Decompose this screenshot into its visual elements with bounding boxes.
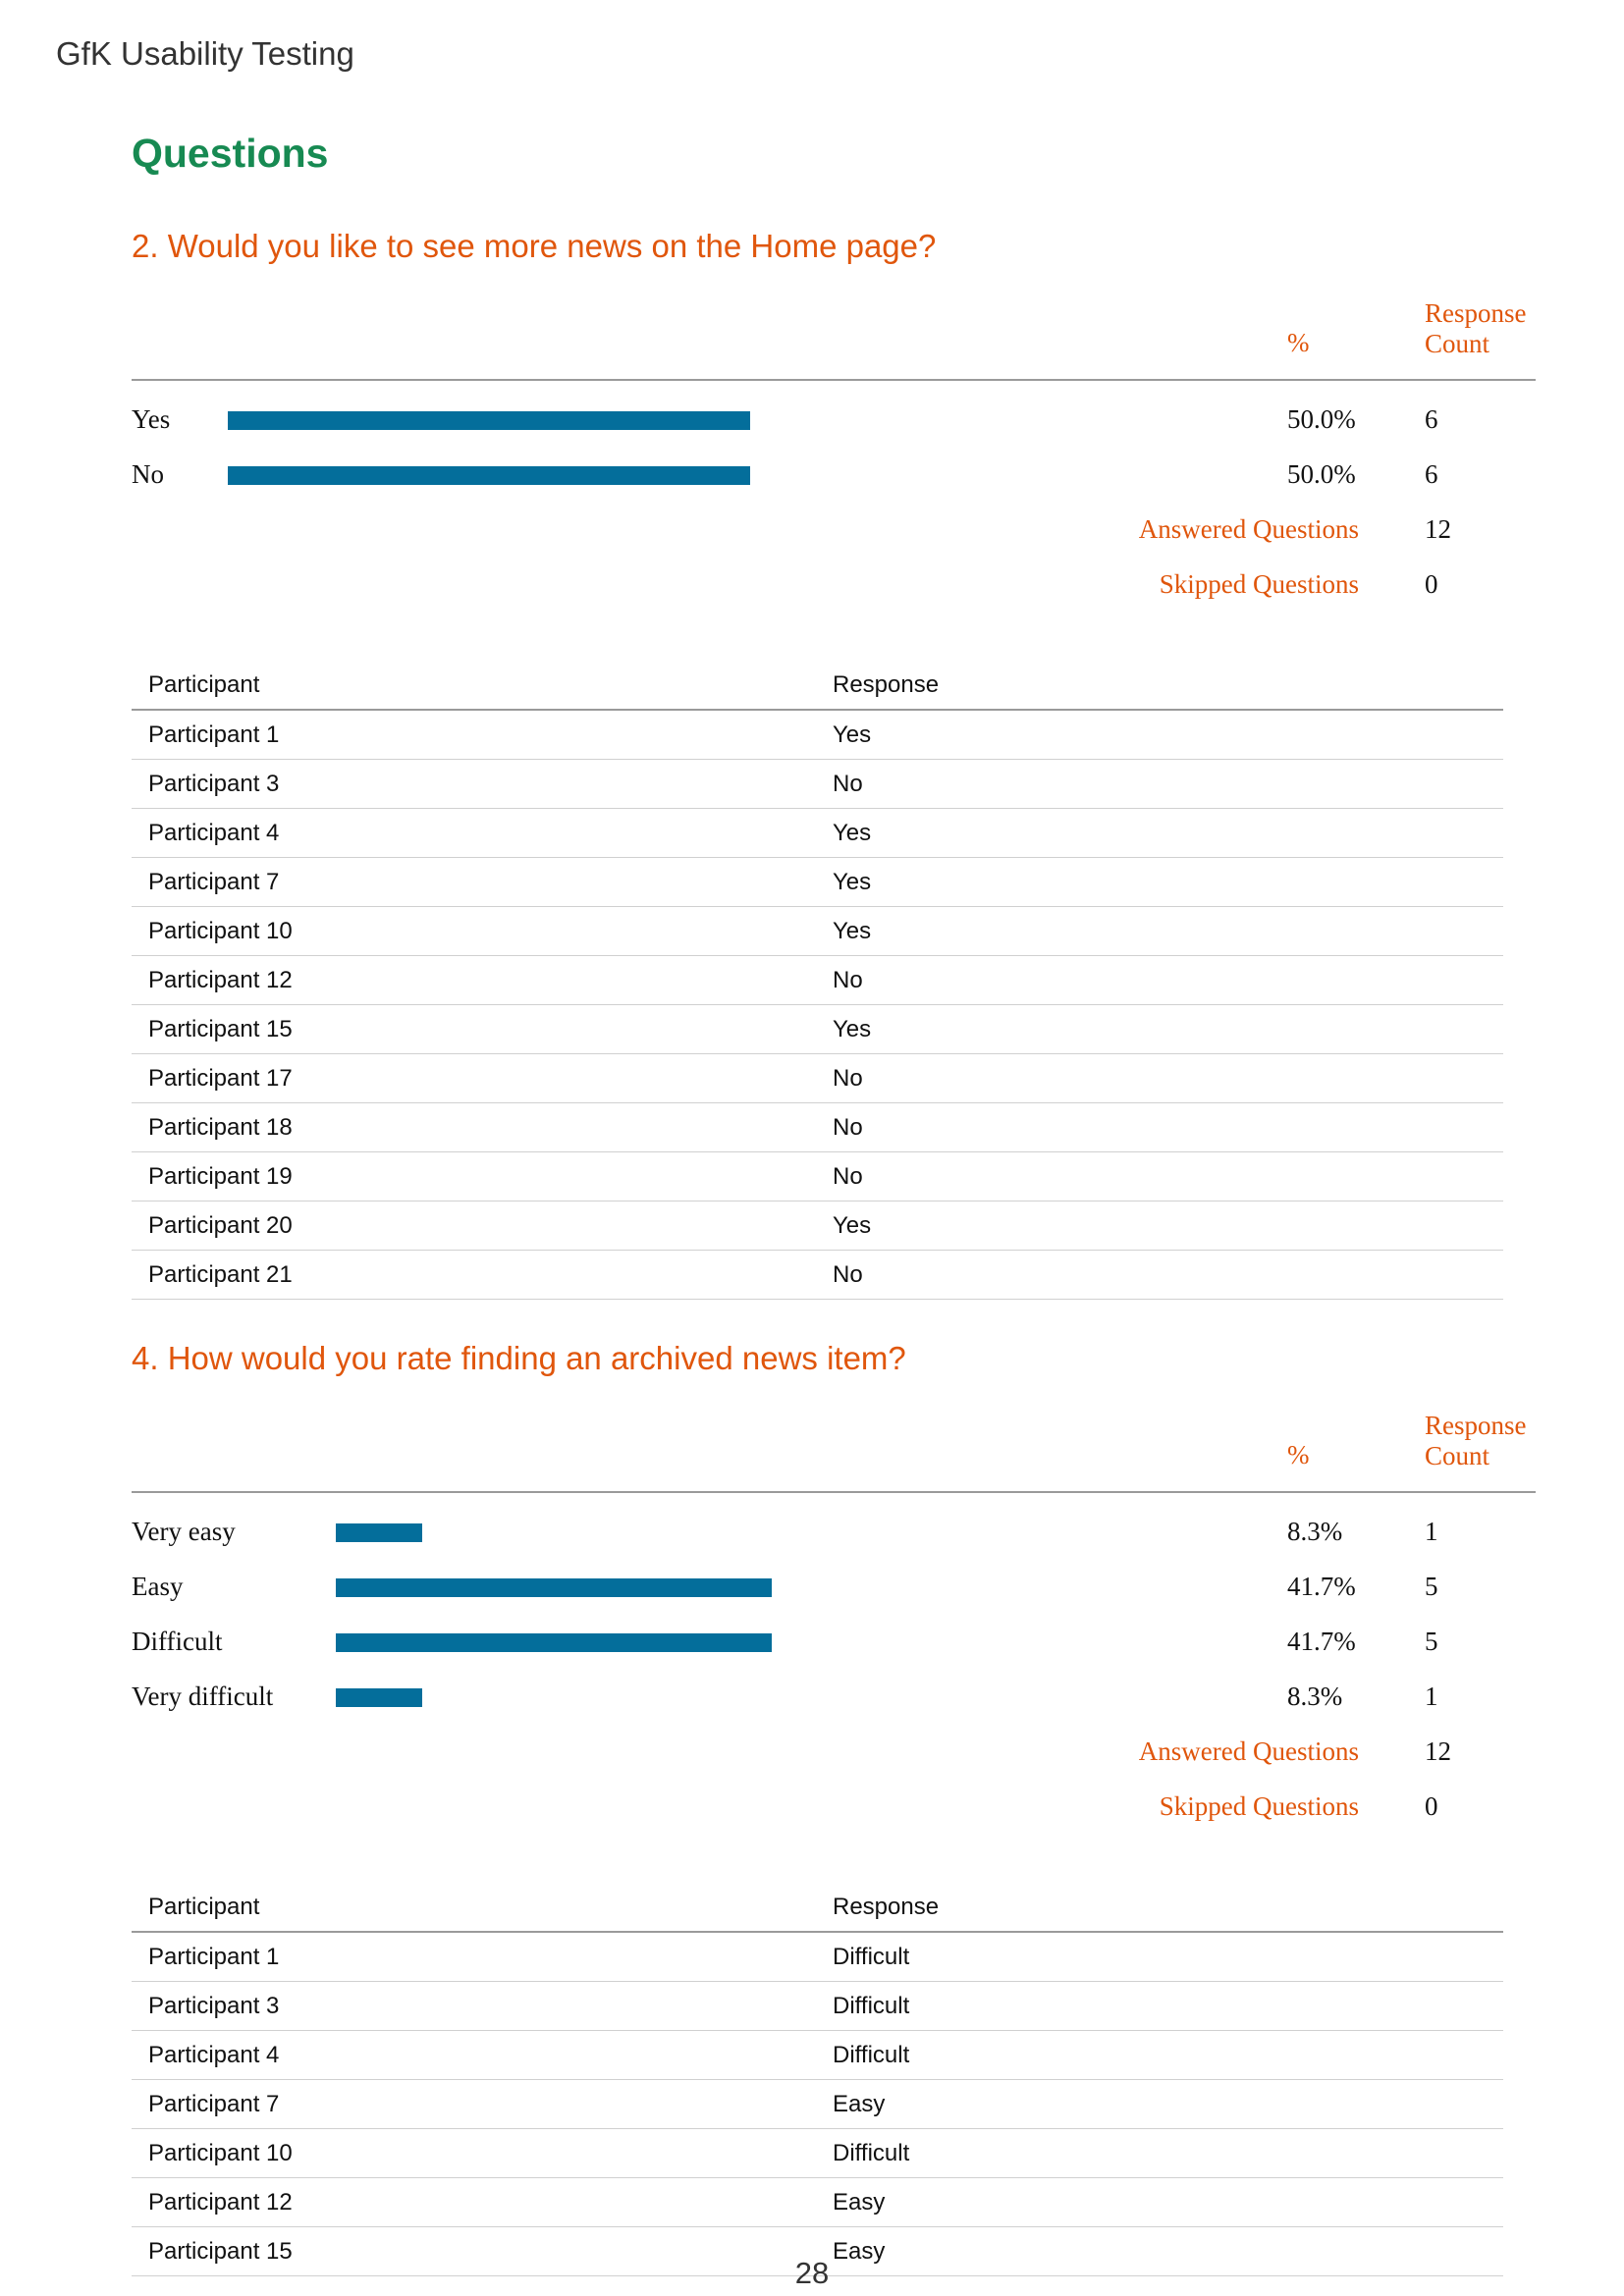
stats-body	[132, 381, 1536, 662]
response-cell: Difficult	[816, 1932, 1503, 1982]
option-count: 5	[1425, 1572, 1438, 1601]
running-header: GfK Usability Testing	[56, 35, 354, 72]
skipped-questions-value: 0	[1425, 569, 1438, 599]
response-bar	[336, 1688, 422, 1707]
participant-cell: Participant 3	[132, 1982, 816, 2031]
answered-questions-value: 12	[1425, 514, 1451, 544]
table-row	[132, 907, 1503, 956]
skipped-questions-label: Skipped Questions	[1159, 569, 1359, 599]
question-block	[132, 1340, 1536, 2265]
option-count: 1	[1425, 1682, 1438, 1711]
stat-row	[132, 1513, 1536, 1552]
response-bar	[228, 411, 750, 430]
response-cell: Yes	[816, 1005, 1503, 1054]
option-percent: 41.7%	[1287, 1627, 1356, 1656]
response-bar	[336, 1578, 772, 1597]
option-percent: 50.0%	[1287, 404, 1356, 434]
stats-header	[132, 1389, 1536, 1493]
count-column-header	[1425, 298, 1527, 359]
response-cell: No	[816, 1152, 1503, 1201]
response-cell: No	[816, 760, 1503, 809]
question-title: 2. Would you like to see more news on the Home page?	[132, 228, 937, 264]
table-row	[132, 858, 1503, 907]
option-count: 6	[1425, 404, 1438, 434]
response-bar	[336, 1523, 422, 1542]
participant-cell: Participant 3	[132, 760, 816, 809]
participant-cell: Participant 7	[132, 2080, 816, 2129]
table-row	[132, 1152, 1503, 1201]
table-row	[132, 710, 1503, 760]
option-percent: 41.7%	[1287, 1572, 1356, 1601]
response-column-header: Response	[816, 662, 1503, 710]
response-cell: No	[816, 1103, 1503, 1152]
table-row	[132, 1005, 1503, 1054]
table-row	[132, 1932, 1503, 1982]
response-cell: Easy	[816, 2178, 1503, 2227]
response-bar	[228, 466, 750, 485]
participant-cell: Participant 15	[132, 2227, 816, 2276]
option-label: Easy	[132, 1572, 184, 1601]
option-label: Very difficult	[132, 1682, 274, 1711]
option-label: Difficult	[132, 1627, 223, 1656]
response-cell: No	[816, 956, 1503, 1005]
option-percent: 8.3%	[1287, 1517, 1343, 1546]
count-header-line-1: Response	[1425, 1411, 1527, 1440]
participant-cell: Participant 17	[132, 1054, 816, 1103]
participant-cell: Participant 4	[132, 2031, 816, 2080]
skipped-questions-row	[132, 565, 1536, 605]
answered-questions-row	[132, 510, 1536, 550]
response-cell: No	[816, 1251, 1503, 1300]
response-cell: Difficult	[816, 2129, 1503, 2178]
response-cell: Yes	[816, 809, 1503, 858]
participant-cell: Participant 4	[132, 809, 816, 858]
skipped-questions-label: Skipped Questions	[1159, 1791, 1359, 1821]
participant-cell: Participant 15	[132, 1005, 816, 1054]
participant-cell: Participant 10	[132, 2129, 816, 2178]
count-header-line-2: Count	[1425, 1441, 1490, 1470]
stat-row	[132, 1678, 1536, 1717]
count-header-line-1: Response	[1425, 298, 1527, 328]
answered-questions-row	[132, 1733, 1536, 1772]
option-percent: 8.3%	[1287, 1682, 1343, 1711]
stat-row	[132, 455, 1536, 495]
skipped-questions-value: 0	[1425, 1791, 1438, 1821]
response-cell: Difficult	[816, 1982, 1503, 2031]
question-title: 4. How would you rate finding an archived news item?	[132, 1340, 906, 1376]
answered-questions-value: 12	[1425, 1736, 1451, 1766]
response-cell: Easy	[816, 2080, 1503, 2129]
response-cell: Difficult	[816, 2031, 1503, 2080]
answered-questions-label: Answered Questions	[1138, 514, 1359, 544]
table-row	[132, 2129, 1503, 2178]
participant-response-table	[132, 1884, 1503, 2276]
participant-cell: Participant 10	[132, 907, 816, 956]
response-cell: Yes	[816, 907, 1503, 956]
table-row	[132, 1982, 1503, 2031]
table-header-row	[132, 662, 1503, 710]
participant-response-table	[132, 662, 1503, 1300]
participant-cell: Participant 12	[132, 956, 816, 1005]
table-header-row	[132, 1884, 1503, 1932]
table-row	[132, 2080, 1503, 2129]
stat-row	[132, 1568, 1536, 1607]
table-row	[132, 1251, 1503, 1300]
table-row	[132, 1054, 1503, 1103]
response-cell: No	[816, 1054, 1503, 1103]
option-count: 5	[1425, 1627, 1438, 1656]
response-cell: Yes	[816, 858, 1503, 907]
table-row	[132, 2178, 1503, 2227]
stat-row	[132, 1623, 1536, 1662]
option-label: No	[132, 459, 164, 489]
participant-cell: Participant 1	[132, 1932, 816, 1982]
participant-cell: Participant 21	[132, 1251, 816, 1300]
response-cell: Yes	[816, 1201, 1503, 1251]
table-row	[132, 956, 1503, 1005]
option-label: Very easy	[132, 1517, 236, 1546]
table-row	[132, 2031, 1503, 2080]
percent-column-header: %	[1287, 328, 1310, 357]
count-header-line-2: Count	[1425, 329, 1490, 358]
table-row	[132, 760, 1503, 809]
count-column-header	[1425, 1411, 1527, 1471]
response-column-header: Response	[816, 1884, 1503, 1932]
participant-column-header: Participant	[132, 1884, 816, 1932]
section-title: Questions	[132, 131, 329, 176]
stat-row	[132, 400, 1536, 440]
participant-cell: Participant 18	[132, 1103, 816, 1152]
option-count: 6	[1425, 459, 1438, 489]
participant-cell: Participant 19	[132, 1152, 816, 1201]
option-label: Yes	[132, 404, 171, 434]
response-bar	[336, 1633, 772, 1652]
response-cell: Easy	[816, 2227, 1503, 2276]
stats-body	[132, 1493, 1536, 1884]
table-row	[132, 1201, 1503, 1251]
response-cell: Yes	[816, 710, 1503, 760]
percent-column-header: %	[1287, 1440, 1310, 1469]
participant-column-header: Participant	[132, 662, 816, 710]
option-percent: 50.0%	[1287, 459, 1356, 489]
question-block	[132, 228, 1536, 1288]
stats-header	[132, 277, 1536, 381]
participant-cell: Participant 12	[132, 2178, 816, 2227]
option-count: 1	[1425, 1517, 1438, 1546]
participant-cell: Participant 1	[132, 710, 816, 760]
participant-cell: Participant 20	[132, 1201, 816, 1251]
table-row	[132, 1103, 1503, 1152]
answered-questions-label: Answered Questions	[1138, 1736, 1359, 1766]
skipped-questions-row	[132, 1788, 1536, 1827]
table-row	[132, 809, 1503, 858]
participant-cell: Participant 7	[132, 858, 816, 907]
page-number: 28	[794, 2256, 830, 2290]
